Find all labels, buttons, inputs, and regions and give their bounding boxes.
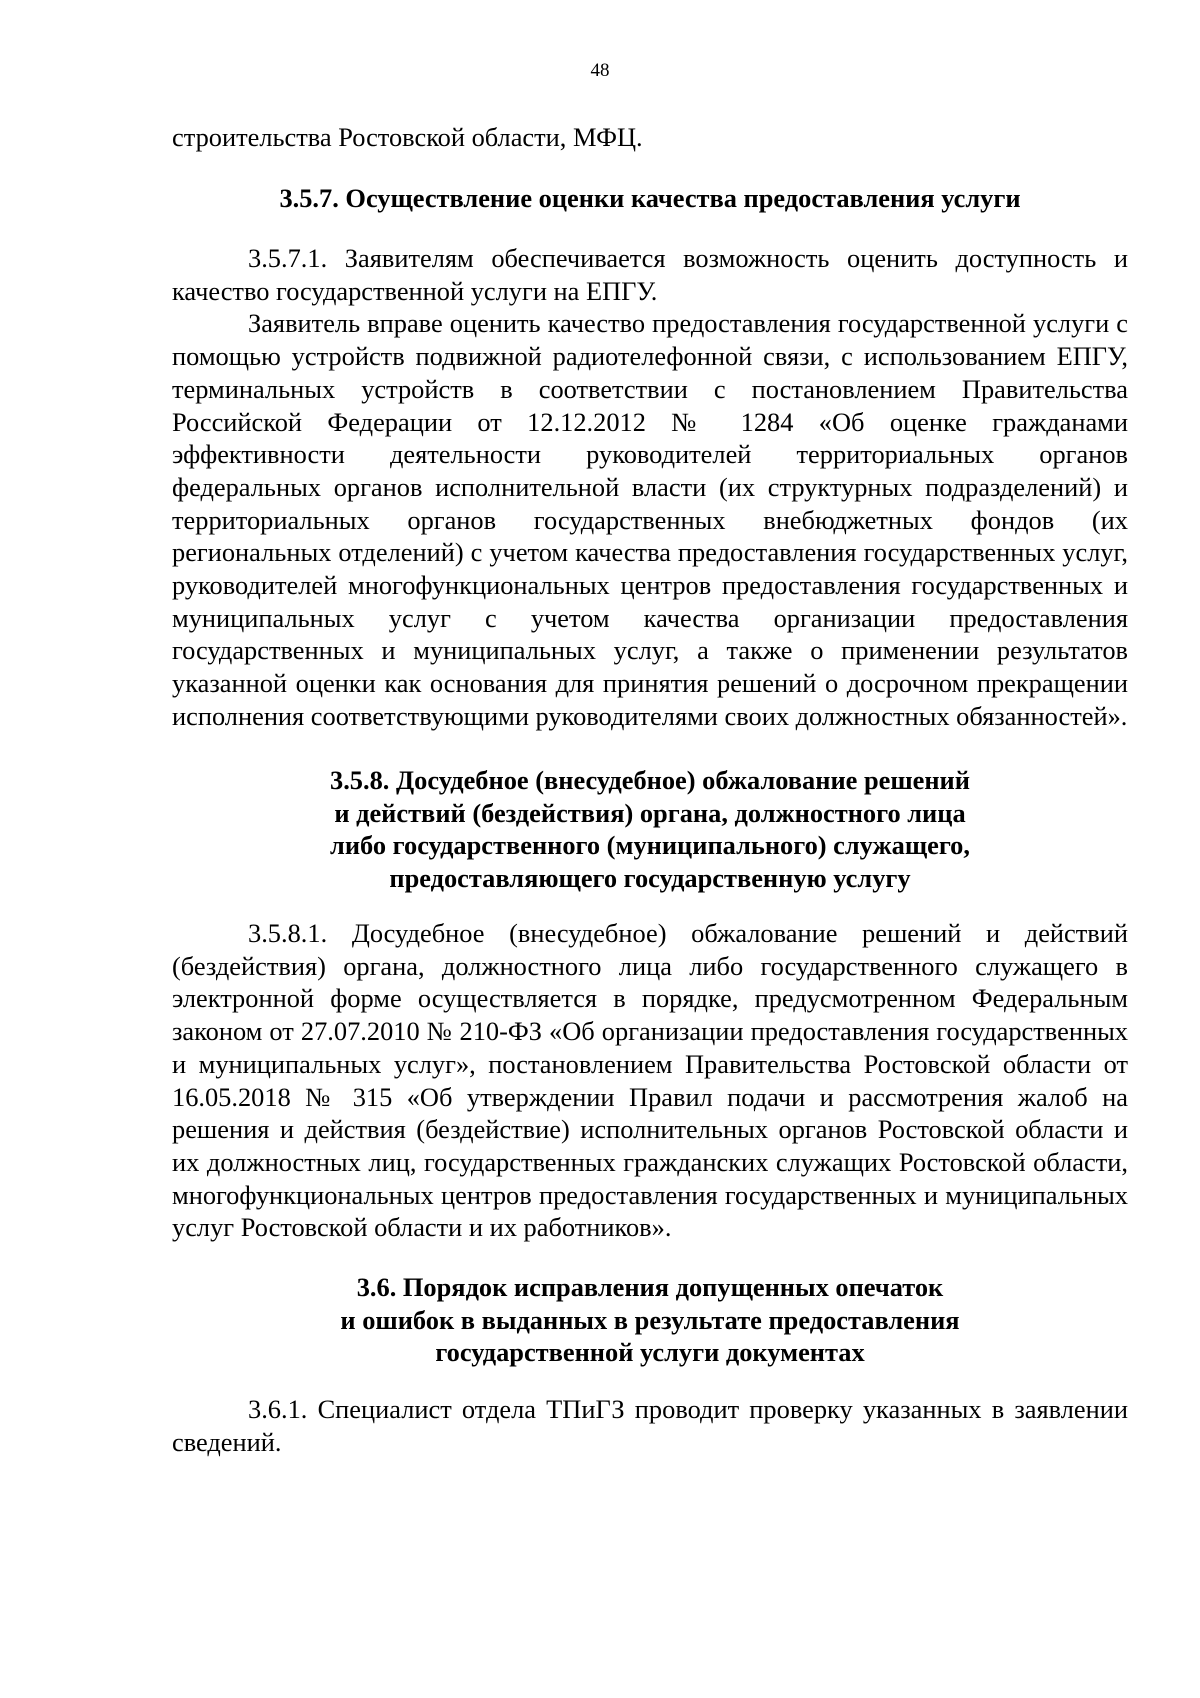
section-3-6-body [172, 1393, 1128, 1458]
section-3-5-7-body [172, 242, 1128, 733]
heading-line: 3.5.8. Досудебное (внесудебное) обжалование решений [330, 765, 970, 795]
section-3-5-8-body [172, 917, 1128, 1244]
heading-3-5-7 [172, 182, 1128, 215]
heading-3-6 [172, 1271, 1128, 1369]
heading-line: 3.5.7. Осуществление оценки качества предоставления услуги [279, 183, 1021, 213]
heading-line: и ошибок в выданных в результате предоставления [340, 1304, 960, 1335]
paragraph-evaluation-rights: Заявитель вправе оценить качество предоставления государственной услуги с помощью устройств подвижной радиотелефонной связи, с использованием ЕПГУ, терминальных устройств в соответствии с постановлением Правительства Российской Федерации от 12.12.2012 № 1284 «Об оценке гражданами эффективности деятельности руководителей территориальных органов федеральных органов исполнительной власти (их структурных подразделений) и территориальных органов государственных внебюджетных фондов (их региональных отделений) с учетом качества предоставления государственных услуг, руководителей многофункциональных центров предоставления государственных и муниципальных услуг с учетом качества организации предоставления государственных и муниципальных услуг, а также о применении результатов указанной оценки как основания для принятия решений о досрочном прекращении исполнения соответствующими руководителями своих должностных обязанностей». [172, 308, 1128, 731]
heading-line: государственной услуги документах [435, 1337, 865, 1368]
heading-line: либо государственного (муниципального) служащего, [330, 830, 970, 861]
heading-3-5-8 [172, 764, 1128, 895]
page-number: 48 [590, 60, 610, 81]
heading-line: и действий (бездействия) органа, должностного лица [334, 797, 966, 828]
continuation-text [172, 121, 1128, 154]
heading-line: предоставляющего государственную услугу [389, 863, 911, 894]
heading-line: 3.6. Порядок исправления допущенных опечаток [356, 1272, 944, 1302]
paragraph-3-6-1: 3.6.1. Специалист отдела ТПиГЗ проводит проверку указанных в заявлении сведений. [172, 1394, 1128, 1457]
paragraph-3-5-7-1: 3.5.7.1. Заявителям обеспечивается возможность оценить доступность и качество государственной услуги на ЕПГУ. [172, 243, 1128, 306]
paragraph-continuation: строительства Ростовской области, МФЦ. [172, 122, 643, 152]
paragraph-3-5-8-1: 3.5.8.1. Досудебное (внесудебное) обжалование решений и действий (бездействия) органа, должностного лица либо государственного служащего в электронной форме осуществляется в порядке, предусмотренном Федеральным законом от 27.07.2010 № 210-ФЗ «Об организации предоставления государственных и муниципальных услуг», постановлением Правительства Ростовской области от 16.05.2018 № 315 «Об утверждении Правил подачи и рассмотрения жалоб на решения и действия (бездействие) исполнительных органов Ростовской области и их должностных лиц, государственных гражданских служащих Ростовской области, многофункциональных центров предоставления государственных и муниципальных услуг Ростовской области и их работников». [172, 918, 1128, 1243]
